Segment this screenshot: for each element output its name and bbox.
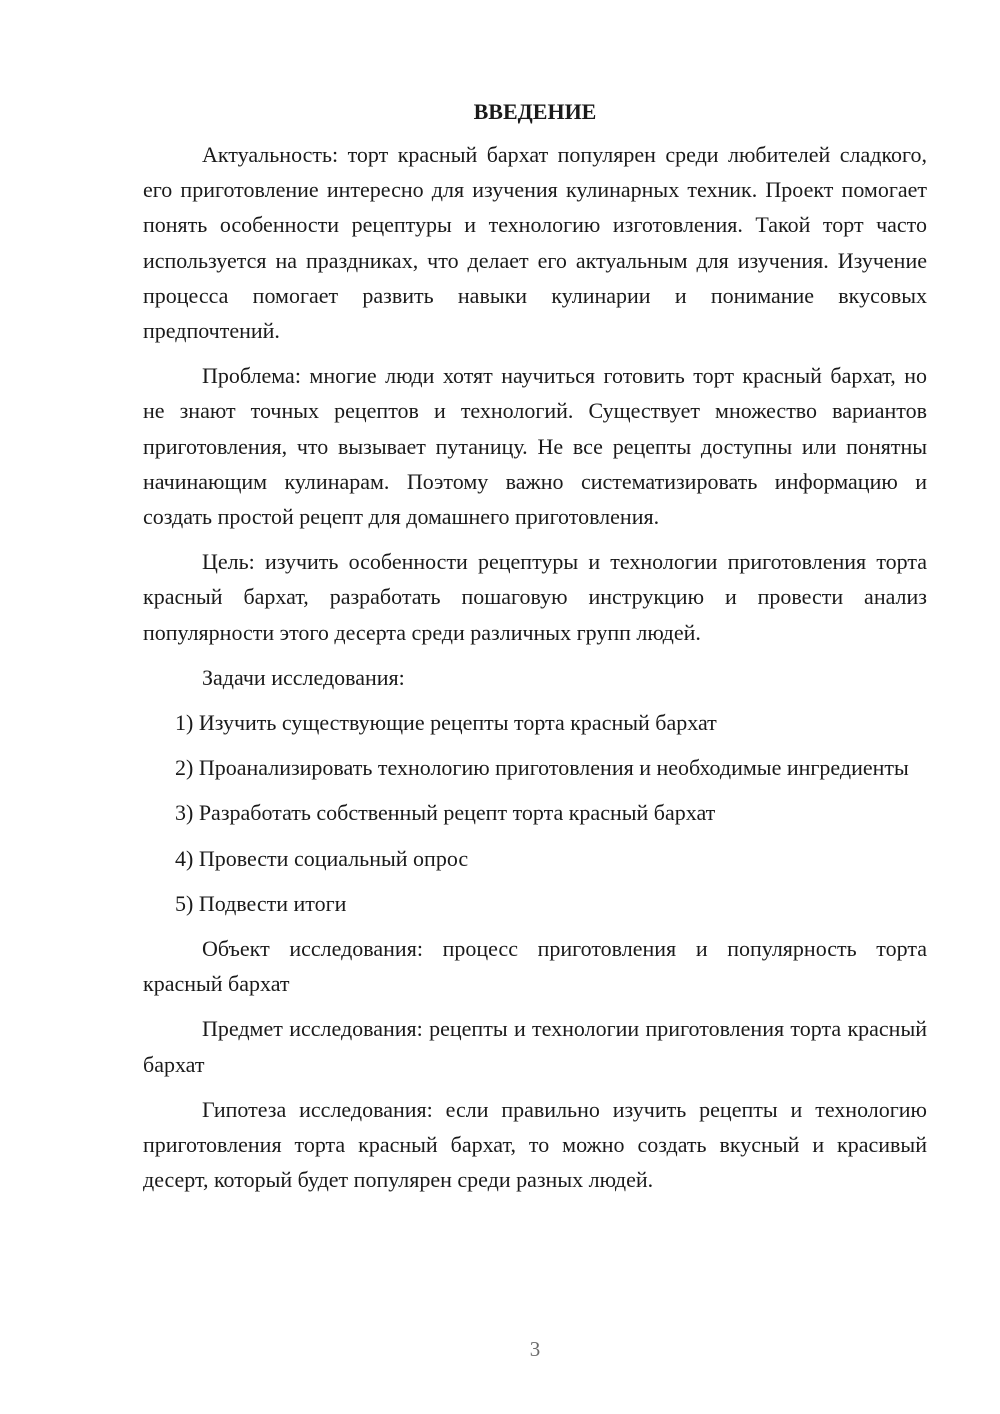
paragraph-hypothesis: Гипотеза исследования: если правильно изучить рецепты и технологию приготовления торта красный бархат, то можно создать вкусный и красивый десерт, который будет популярен среди разных людей.	[143, 1096, 927, 1193]
task-item-4: 4) Провести социальный опрос	[175, 845, 469, 871]
paragraph-goal: Цель: изучить особенности рецептуры и технологии приготовления торта красный бархат, разработать пошаговую инструкцию и провести анализ популярности этого десерта среди различных групп людей.	[143, 549, 927, 645]
paragraph-relevance: Актуальность: торт красный бархат популярен среди любителей сладкого, его приготовление интересно для изучения кулинарных техник. Проект помогает понять особенности рецептуры и технологию изготовления. Такой торт часто используется на праздниках, что делает его актуальным для изучения. Изучение процесса помогает развить навыки кулинарии и понимание вкусовых предпочтений.	[143, 142, 927, 344]
task-item-5: 5) Подвести итоги	[175, 890, 347, 916]
task-item-2: 2) Проанализировать технологию приготовления и необходимые ингредиенты	[175, 755, 909, 781]
task-item-3: 3) Разработать собственный рецепт торта красный бархат	[175, 800, 716, 826]
task-item-1: 1) Изучить существующие рецепты торта красный бархат	[175, 710, 717, 736]
paragraph-subject: Предмет исследования: рецепты и технологии приготовления торта красный бархат	[143, 1016, 927, 1077]
paragraph-problem: Проблема: многие люди хотят научиться готовить торт красный бархат, но не знают точных рецептов и технологий. Существует множество вариантов приготовления, что вызывает путаницу. Не все рецепты доступны или понятны начинающим кулинарам. Поэтому важно систематизировать информацию и создать простой рецепт для домашнего приготовления.	[143, 363, 927, 530]
page-title: ВВЕДЕНИЕ	[473, 99, 597, 124]
page-number: 3	[529, 1337, 541, 1361]
page-content	[143, 94, 927, 1207]
tasks-heading: Задачи исследования:	[202, 664, 405, 690]
paragraph-object: Объект исследования: процесс приготовления и популярность торта красный бархат	[143, 936, 927, 997]
